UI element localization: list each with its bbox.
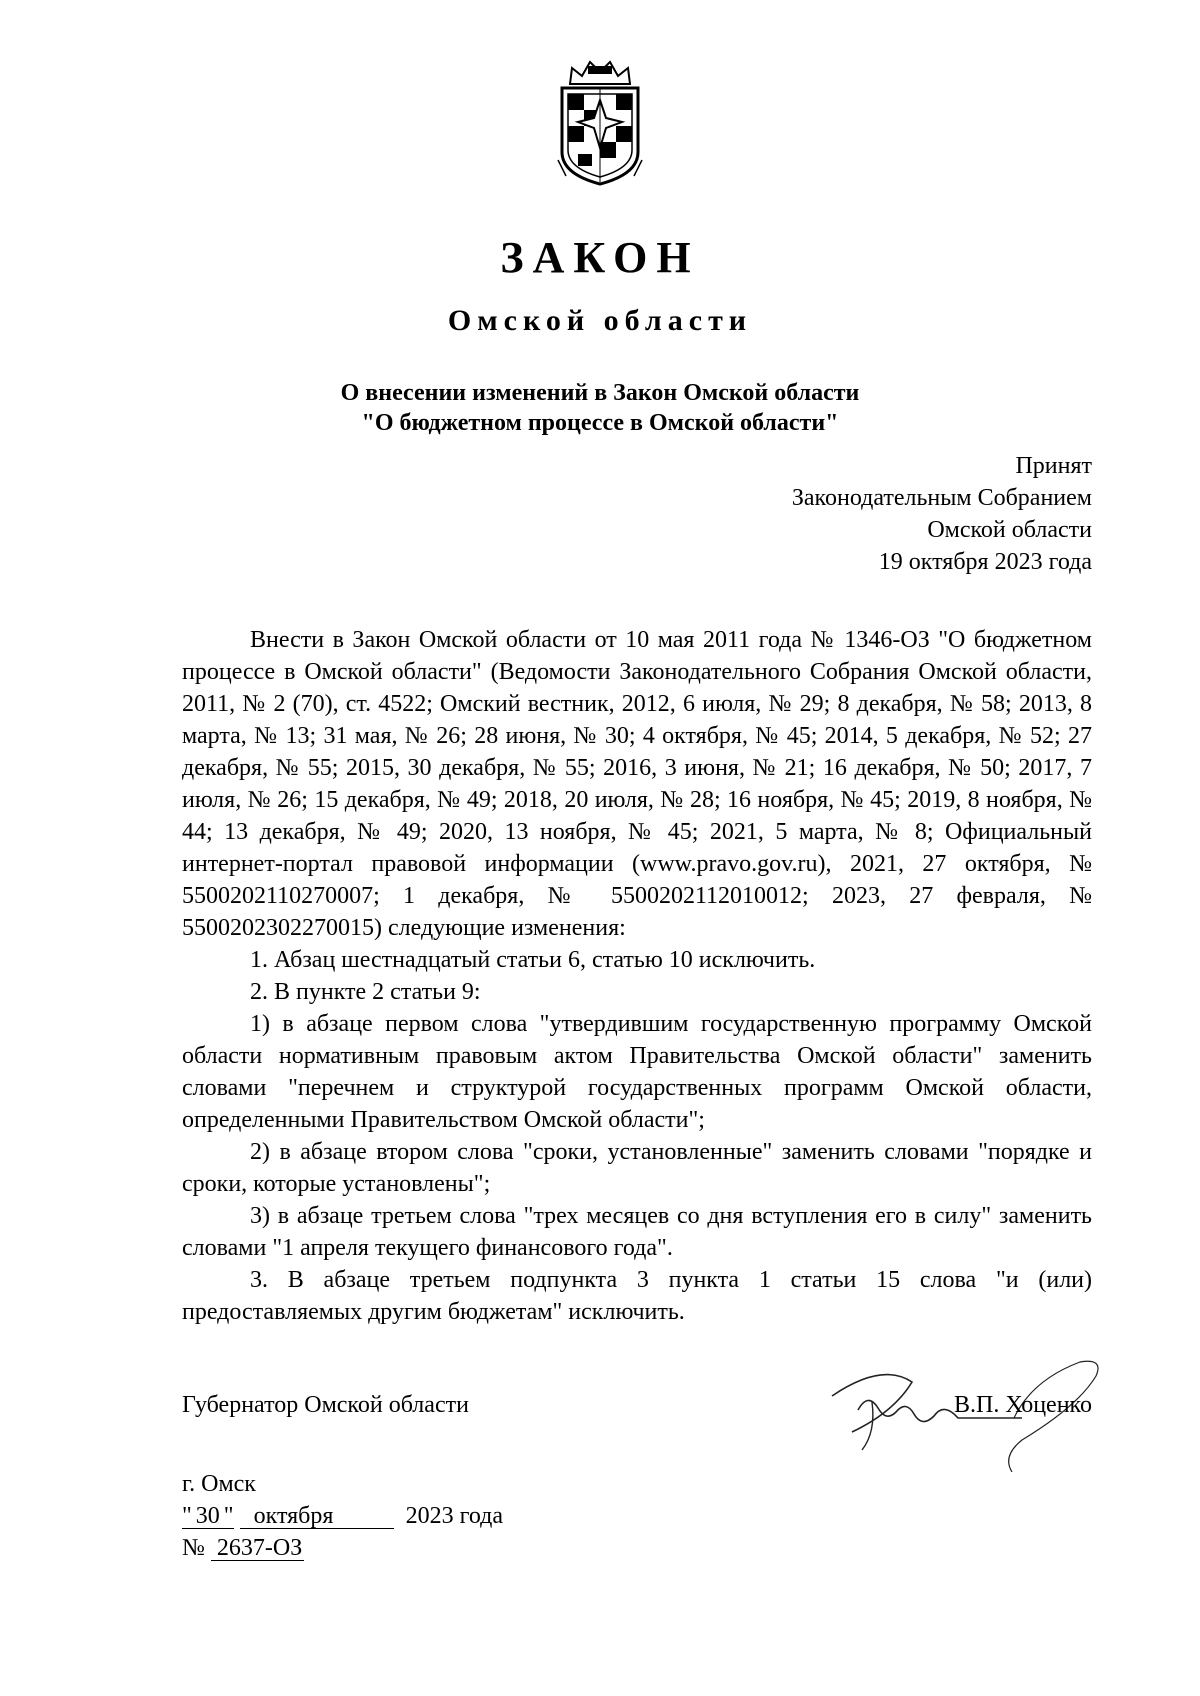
adoption-date: 19 октября 2023 года	[878, 549, 1092, 575]
document-footer	[182, 1468, 503, 1564]
signatory-name: В.П. Хоценко	[954, 1392, 1092, 1418]
signatory-position: Губернатор Омской области	[182, 1392, 469, 1418]
quote-close: "	[223, 1503, 234, 1529]
signature-block	[182, 1392, 1092, 1452]
subject-line-1: О внесении изменений в Закон Омской области	[340, 380, 860, 406]
quote-open: "	[182, 1503, 192, 1529]
document-body	[182, 624, 1092, 1328]
omsk-coat-of-arms-emblem	[550, 56, 650, 188]
signing-date-day-field	[182, 1504, 234, 1529]
body-paragraph-item-3: 3. В абзаце третьем подпункта 3 пункта 1 статьи 15 слова "и (или) предоставляемых другим бюджетам" исключить.	[182, 1267, 1092, 1325]
adoption-block	[792, 450, 1092, 578]
signing-day: 30	[195, 1503, 220, 1529]
adoption-line-3: Омской области	[927, 517, 1092, 543]
adoption-line-2: Законодательным Собранием	[791, 485, 1092, 511]
body-paragraph-item-1: 1. Абзац шестнадцатый статьи 6, статью 10 исключить.	[250, 947, 816, 973]
law-number-prefix: №	[182, 1535, 205, 1561]
signing-year: 2023 года	[405, 1503, 504, 1529]
document-title: ЗАКОН	[500, 233, 700, 282]
law-number	[182, 1532, 503, 1564]
body-paragraph-subitem-1: 1) в абзаце первом слова "утвердившим государственную программу Омской области нормативным правовым актом Правительства Омской области" заменить словами "перечнем и структурой государственных программ Омской области, определенными Правительством Омской области";	[182, 1011, 1092, 1133]
body-paragraph-subitem-2: 2) в абзаце втором слова "сроки, установленные" заменить словами "порядке и сроки, которые установлены";	[182, 1139, 1092, 1197]
body-paragraph-intro: Внести в Закон Омской области от 10 мая 2011 года № 1346-ОЗ "О бюджетном процессе в Омской области" (Ведомости Законодательного Собрания Омской области, 2011, № 2 (70), ст. 4522; Омский вестник, 2012, 6 июля, № 29; 8 декабря, № 58; 2013, 8 марта, № 13; 31 мая, № 26; 28 июня, № 30; 4 октября, № 45; 2014, 5 декабря, № 52; 27 декабря, № 55; 2015, 30 декабря, № 55; 2016, 3 июня, № 21; 16 декабря, № 50; 2017, 7 июля, № 26; 15 декабря, № 49; 2018, 20 июля, № 28; 16 ноября, № 45; 2019, 8 ноября, № 44; 13 декабря, № 49; 2020, 13 ноября, № 45; 2021, 5 марта, № 8; Официальный интернет-портал правовой информации (www.pravo.gov.ru), 2021, 27 октября, № 5500202110270007; 1 декабря, № 5500202112010012; 2023, 27 февраля, № 5500202302270015) следующие изменения:	[182, 627, 1092, 941]
document-subtitle: Омской области	[447, 304, 753, 337]
subject-line-2: "О бюджетном процессе в Омской области"	[361, 410, 839, 436]
signing-date	[182, 1500, 503, 1532]
law-number-value: 2637-ОЗ	[211, 1536, 304, 1561]
signing-city: г. Омск	[182, 1471, 256, 1497]
adoption-line-1: Принят	[1015, 453, 1092, 479]
document-subject	[0, 378, 1200, 438]
body-paragraph-item-2: 2. В пункте 2 статьи 9:	[250, 979, 481, 1005]
body-paragraph-subitem-3: 3) в абзаце третьем слова "трех месяцев со дня вступления его в силу" заменить словами "1 апреля текущего финансового года".	[182, 1203, 1092, 1261]
signing-month: октября	[240, 1504, 394, 1529]
